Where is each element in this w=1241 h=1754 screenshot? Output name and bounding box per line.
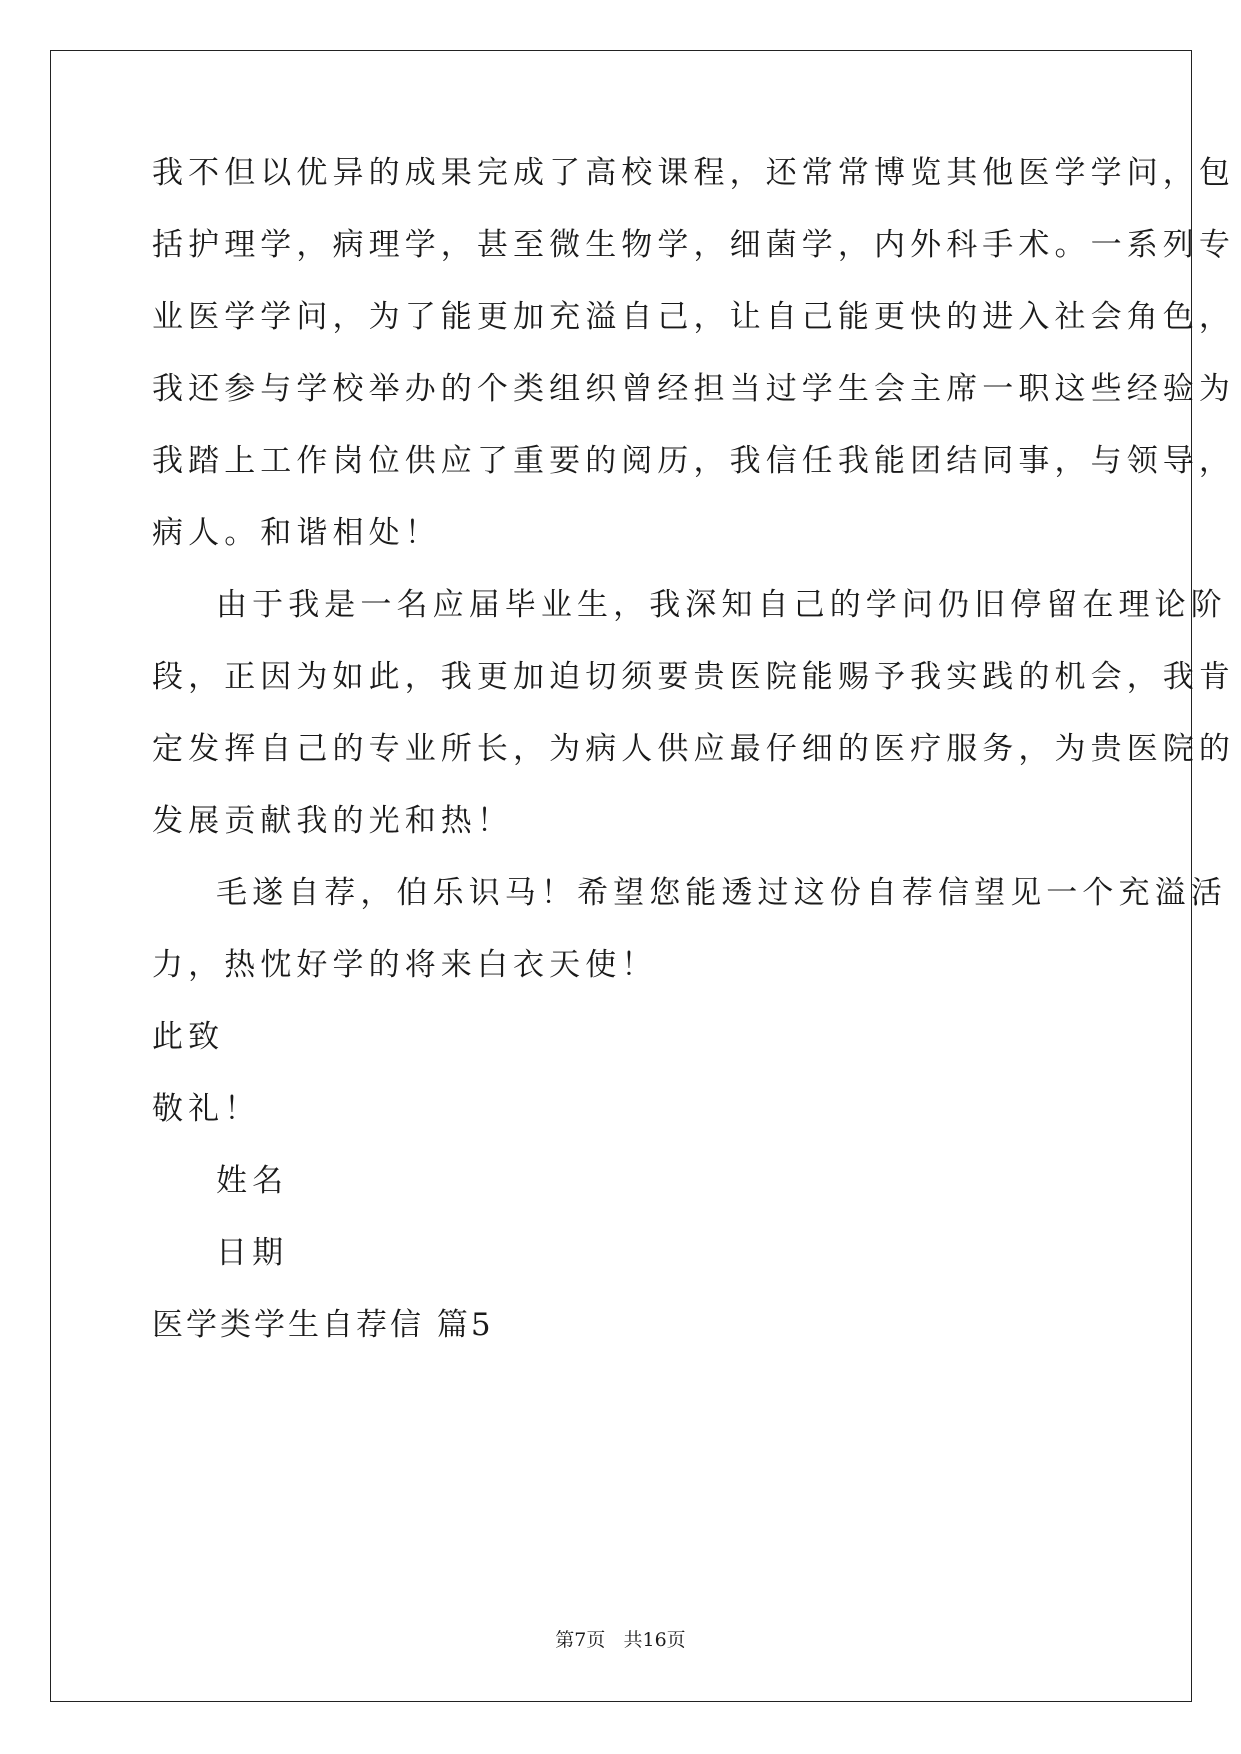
- paragraph-1-line-4: 我还参与学校举办的个类组织曾经担当过学生会主席一职这些经验为: [152, 371, 1235, 407]
- paragraph-1-line-3: 业医学学问，为了能更加充溢自己，让自己能更快的进入社会角色，: [152, 299, 1235, 335]
- paragraph-2-line-3: 定发挥自己的专业所长，为病人供应最仔细的医疗服务，为贵医院的: [152, 731, 1235, 767]
- paragraph-2-line-1: 由于我是一名应届毕业生，我深知自己的学问仍旧停留在理论阶: [216, 587, 1227, 623]
- paragraph-2-line-4: 发展贡献我的光和热！: [152, 803, 513, 839]
- signature-name: 姓名: [216, 1163, 289, 1199]
- paragraph-1-line-6: 病人。和谐相处！: [152, 515, 441, 551]
- paragraph-2-line-2: 段，正因为如此，我更加迫切须要贵医院能赐予我实践的机会，我肯: [152, 659, 1235, 695]
- paragraph-1-line-5: 我踏上工作岗位供应了重要的阅历，我信任我能团结同事，与领导，: [152, 443, 1235, 479]
- closing-salutation: 此致: [152, 1019, 225, 1055]
- paragraph-1-line-2: 括护理学，病理学，甚至微生物学，细菌学，内外科手术。一系列专: [152, 227, 1235, 263]
- signature-date: 日期: [216, 1235, 289, 1271]
- closing-regards: 敬礼！: [152, 1091, 261, 1127]
- paragraph-3-line-1: 毛遂自荐，伯乐识马！希望您能透过这份自荐信望见一个充溢活: [216, 875, 1227, 911]
- next-section-title: 医学类学生自荐信 篇5: [152, 1307, 494, 1343]
- paragraph-1-line-1: 我不但以优异的成果完成了高校课程，还常常博览其他医学学问，包: [152, 155, 1235, 191]
- page-number-footer: 第7页 共16页: [555, 1629, 686, 1651]
- paragraph-3-line-2: 力，热忱好学的将来白衣天使！: [152, 947, 658, 983]
